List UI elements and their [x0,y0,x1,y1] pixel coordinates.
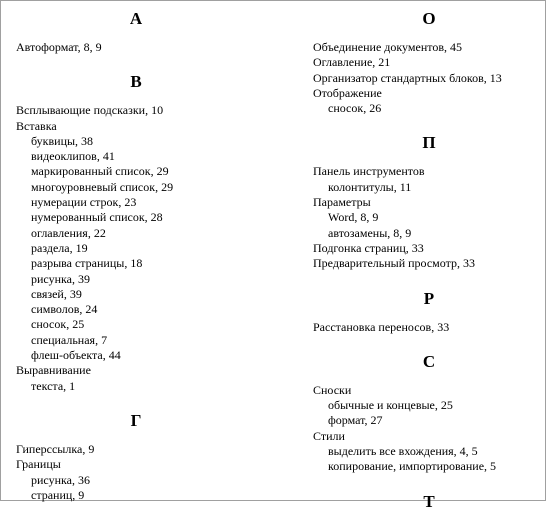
index-subentry: многоуровневый список, 29 [31,179,174,194]
index-subentry: маркированный список, 29 [31,164,169,179]
index-subentry: выделить все вхождения, 4, 5 [328,444,478,459]
index-entry: Автоформат, 8, 9 [16,40,102,54]
index-column-left [16,1,256,503]
index-subentry: разрыва страницы, 18 [31,256,143,271]
index-subentry: символов, 24 [31,302,98,317]
index-letter-heading: П [422,133,436,153]
index-subentry: рисунка, 36 [31,472,90,487]
index-subentry: оглавления, 22 [31,225,106,240]
index-entry: Границы [16,457,61,472]
index-subentry: копирование, импортирование, 5 [328,459,497,474]
index-subentry: сносок, 25 [31,317,85,332]
index-column-right [313,1,545,512]
index-subentry: видеоклипов, 41 [31,149,115,164]
index-entry: Оглавление, 21 [313,55,391,70]
index-subentry: нумерации строк, 23 [31,195,137,210]
index-subentry: флеш-объекта, 44 [31,348,121,363]
index-subentry: связей, 39 [31,286,82,301]
index-letter-heading: Г [130,410,142,430]
index-entry: Отображение [313,85,382,100]
index-entry: Гиперссылка, 9 [16,441,95,456]
index-entry: Расстановка переносов, 33 [313,319,450,334]
index-subentry: раздела, 19 [31,240,88,255]
index-entry: Объединение документов, 45 [313,40,462,54]
index-subentry: обычные и концевые, 25 [328,398,453,413]
index-letter-heading: О [422,9,436,28]
index-entry: Сноски [313,382,352,397]
index-letter-heading: С [422,351,436,371]
index-subentry: специальная, 7 [31,332,108,347]
index-subentry: текста, 1 [31,378,76,393]
index-entry: Параметры [313,195,371,210]
index-letter-heading: В [130,72,142,92]
index-subentry: буквицы, 38 [31,133,94,148]
index-letter-heading: Р [423,288,435,308]
index-subentry: сносок, 26 [328,101,382,116]
index-entry: Вставка [16,118,57,133]
index-subentry: автозамены, 8, 9 [328,225,412,240]
index-entry: Предварительный просмотр, 33 [313,256,476,271]
index-subentry: формат, 27 [328,413,383,428]
index-entry: Всплывающие подсказки, 10 [16,103,164,118]
index-entry: Подгонка страниц, 33 [313,240,424,255]
index-entry: Выравнивание [16,363,91,378]
index-subentry: нумерованный список, 28 [31,210,163,225]
index-entry: Панель инструментов [313,164,425,179]
index-letter-heading: Т [423,491,435,511]
index-subentry: рисунка, 39 [31,271,90,286]
index-subentry: колонтитулы, 11 [328,179,412,194]
index-subentry: страниц, 9 [31,487,85,502]
index-letter-heading: А [129,9,143,28]
index-entry: Организатор стандартных блоков, 13 [313,70,502,85]
index-subentry: Word, 8, 9 [328,210,379,225]
index-entry: Стили [313,428,345,443]
